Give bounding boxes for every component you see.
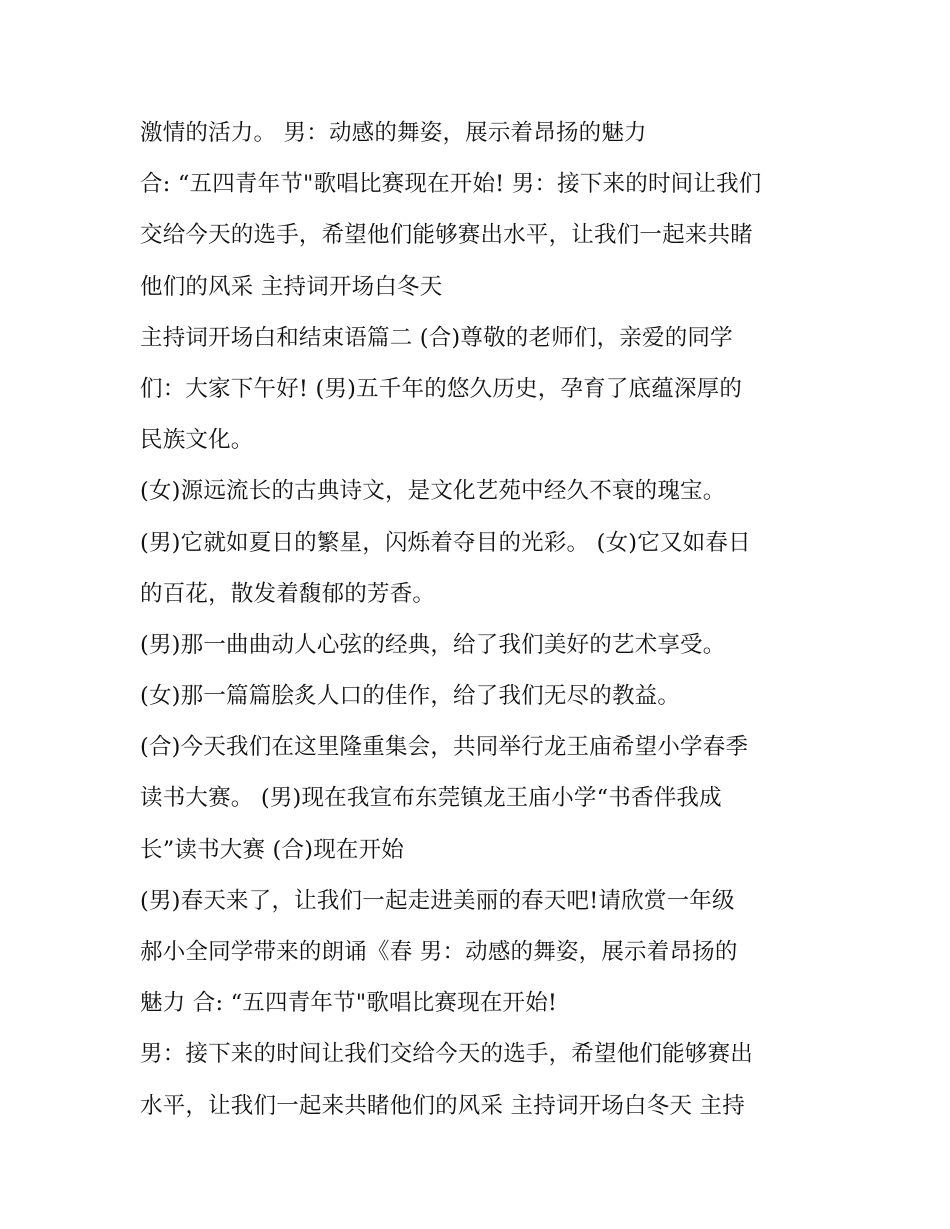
text-line: (男)那一曲曲动人心弦的经典，给了我们美好的艺术享受。 bbox=[140, 631, 726, 658]
text-line: (男)它就如夏日的繁星，闪烁着夺目的光彩。 (女)它又如春日 bbox=[140, 529, 751, 556]
text-line: 们：大家下午好! (男)五千年的悠久历史，孕育了底蕴深厚的 bbox=[140, 375, 743, 402]
text-line: 激情的活力。 男：动感的舞姿，展示着昂扬的魅力 bbox=[140, 120, 647, 146]
text-line: 民族文化。 bbox=[140, 427, 254, 454]
text-line: (女)那一篇篇脍炙人口的佳作，给了我们无尽的教益。 bbox=[140, 683, 681, 710]
text-line: 合: “五四青年节"歌唱比赛现在开始! 男：接下来的时间让我们 bbox=[140, 171, 762, 198]
text-line: 水平，让我们一起来共睹他们的风采 主持词开场白冬天 主持 bbox=[140, 1092, 745, 1119]
text-line: 长”读书大赛 (合)现在开始 bbox=[140, 836, 405, 863]
text-line: 男：接下来的时间让我们交给今天的选手，希望他们能够赛出 bbox=[140, 1041, 753, 1068]
text-line: 主持词开场白和结束语篇二 (合)尊敬的老师们，亲爱的同学 bbox=[140, 324, 733, 351]
text-line: 的百花，散发着馥郁的芳香。 bbox=[140, 580, 436, 607]
text-line: 交给今天的选手，希望他们能够赛出水平，让我们一起来共睹 bbox=[140, 222, 753, 249]
text-line: (合)今天我们在这里隆重集会，共同举行龙王庙希望小学春季 bbox=[140, 734, 749, 761]
document-body bbox=[140, 108, 840, 1132]
text-line: 读书大赛。 (男)现在我宣布东莞镇龙王庙小学“书香伴我成 bbox=[140, 785, 722, 812]
text-line: (男)春天来了，让我们一起走进美丽的春天吧!请欣赏一年级 bbox=[140, 887, 735, 914]
text-line: 郝小全同学带来的朗诵《春 男：动感的舞姿，展示着昂扬的 bbox=[140, 939, 738, 965]
text-line: 魅力 合: “五四青年节"歌唱比赛现在开始! bbox=[140, 990, 558, 1017]
text-line: 他们的风采 主持词开场白冬天 bbox=[140, 273, 443, 300]
text-line: (女)源远流长的古典诗文，是文化艺苑中经久不衰的瑰宝。 bbox=[140, 478, 726, 505]
